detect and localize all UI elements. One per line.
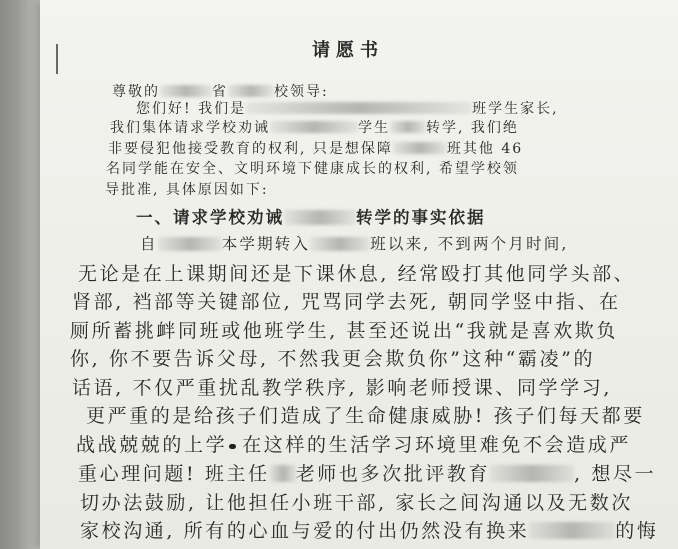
body-line: 非要侵犯他接受教育的权利, 只是想保障 班其他 46 [108,141,524,157]
ink-dot [229,444,236,449]
body-line: 你, 你不要告诉父母, 不然我更会欺负你”这种“霸凌”的 [70,348,596,370]
body-line: 我们集体请求学校劝诫 学生 转学, 我们绝 [110,120,519,136]
body-line: 自 本学期转入 班以来, 不到两个月时间, [140,235,569,253]
redaction-blur [490,465,574,482]
body-line: 肾部, 裆部等关键部位, 咒骂同学去死, 朝同学竖中指、在 [72,291,621,313]
body-line: 名同学能在安全、文明环境下健康成长的权利, 希望学校领 [106,161,519,177]
body-line: 更严重的是给孩子们造成了生命健康威胁! 孩子们每天都要 [86,405,645,427]
redaction-blur [390,121,426,134]
redaction-blur [160,85,212,98]
body-line: 话语, 不仅严重扰乱教学秩序, 影响老师授课、同学学习, [72,377,612,399]
redaction-blur [158,237,222,251]
body-line: 战战兢兢的上学 在这样的生活学习环境里难免不会造成严 [76,434,632,456]
body-line: 厕所蓄挑衅同班或他班学生, 甚至还说出“我就是喜欢欺负 [70,320,618,342]
redaction-blur [393,142,447,155]
body-line: 切办法鼓励, 让他担任小班干部, 家长之间沟通以及无数次 [80,492,633,514]
body-line: 重心理问题! 班主任 老师也多次批评教育 , 想尽一 [78,463,657,485]
redaction-blur [284,210,356,225]
body-line: 导批准, 具体原因如下: [105,182,269,198]
body-line: 家校沟通, 所有的心血与爱的付出仍然没有换来 的悔 [80,520,659,542]
redaction-blur [270,121,358,134]
redaction-blur [228,85,274,98]
greeting-line: 您们好! 我们是 班学生家长, [136,101,559,117]
section-heading: 一、请求学校劝诫 转学的事实依据 [136,208,486,227]
redaction-blur [529,522,615,539]
salutation-line: 尊敬的 省 校领导: [112,84,329,100]
redaction-blur [310,237,370,251]
body-line: 无论是在上课期间还是下课休息, 经常殴打其他同学头部、 [78,263,636,285]
document-title: 请愿书 [312,40,384,61]
redaction-blur [270,465,296,482]
redaction-blur [246,102,472,115]
